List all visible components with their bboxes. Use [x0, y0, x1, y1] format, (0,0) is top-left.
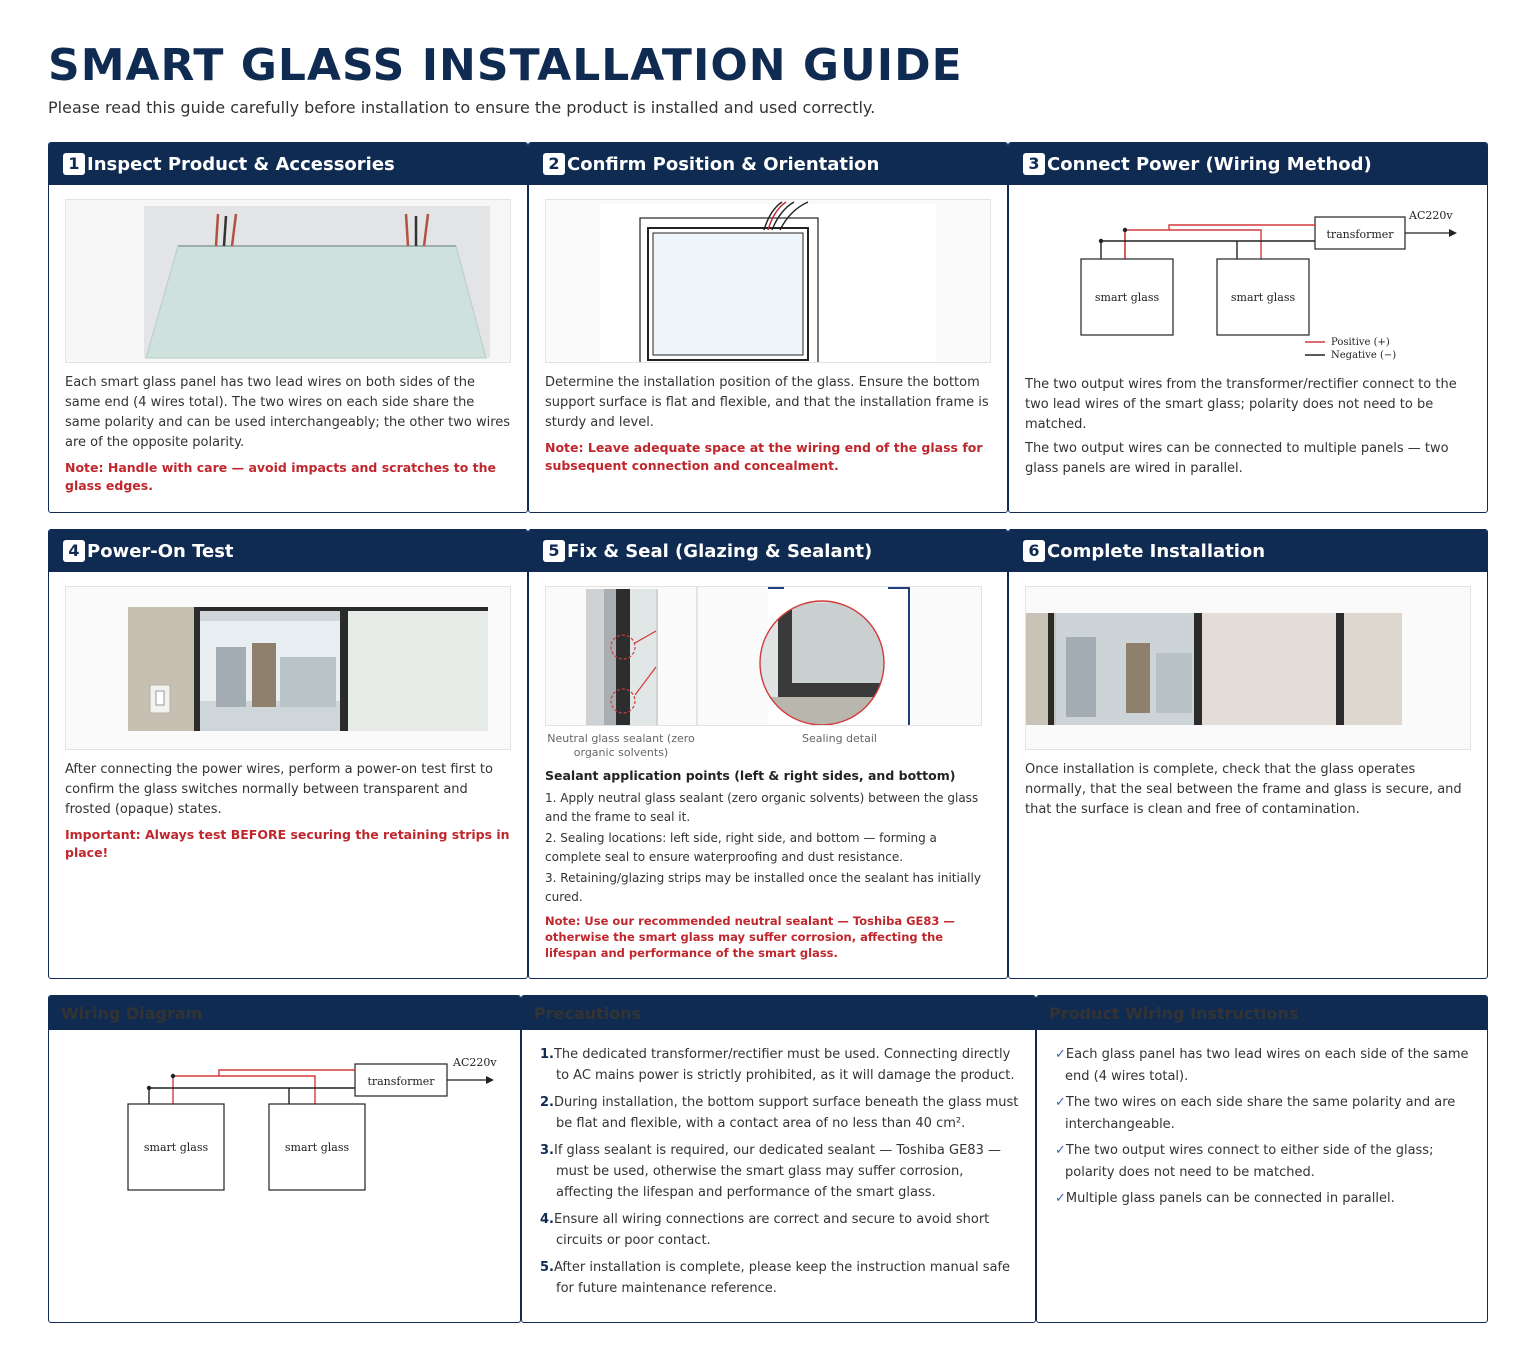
- ac-label: AC220v: [453, 1058, 497, 1069]
- glass-panel-photo: [65, 199, 511, 363]
- wiring-diagram-header: Wiring Diagram: [49, 996, 520, 1030]
- step-header: [529, 143, 1007, 185]
- step-note: Important: Always test BEFORE securing the retaining strips in place!: [65, 827, 510, 860]
- sealing-detail-caption: Sealing detail: [802, 732, 877, 745]
- smart-glass-label: smart glass: [284, 1141, 350, 1154]
- step-text: The two output wires from the transformer/rectifier connect to the two lead wires of the smart glass; polarity does not need to be matched.: [1025, 377, 1457, 432]
- step-header: [49, 530, 527, 572]
- sealant-point: 2. Sealing locations: left side, right side, and bottom — forming a complete seal to ensure waterproofing and dust resistance.: [545, 831, 937, 864]
- ac-label: AC220v: [1409, 209, 1453, 222]
- precaution-item: 3.If glass sealant is required, our dedicated sealant — Toshiba GE83 — must be used, otherwise the smart glass may suffer corrosion, affecting the lifespan and performance of the smart glass.: [540, 1143, 1001, 1200]
- step-card-1: [48, 142, 528, 513]
- wiring-schematic: [1025, 195, 1471, 367]
- step-header: [1009, 143, 1487, 185]
- page-title: SMART GLASS INSTALLATION GUIDE: [48, 40, 963, 91]
- precaution-item: 4.Ensure all wiring connections are correct and secure to avoid short circuits or poor contact.: [540, 1212, 990, 1248]
- step-note: Note: Leave adequate space at the wiring end of the glass for subsequent connection and concealment.: [545, 440, 983, 473]
- step-card-6: [1008, 529, 1488, 979]
- step-card-5: [528, 529, 1008, 979]
- sealant-points-title: Sealant application points (left & right sides, and bottom): [545, 768, 956, 783]
- transformer-label: transformer: [1326, 228, 1394, 241]
- smart-glass-label: smart glass: [1230, 291, 1296, 304]
- step-title: Power-On Test: [87, 540, 234, 562]
- step-card-3: [1008, 142, 1488, 513]
- page-subtitle: Please read this guide carefully before installation to ensure the product is installed and used correctly.: [48, 98, 876, 117]
- wiring-instruction-item: ✓The two wires on each side share the same polarity and are interchangeable.: [1055, 1095, 1456, 1132]
- product-wiring-card: [1036, 995, 1488, 1323]
- wiring-instruction-item: ✓Each glass panel has two lead wires on each side of the same end (4 wires total).: [1055, 1047, 1469, 1084]
- legend-negative: Negative (−): [1331, 350, 1397, 361]
- step-text: After connecting the power wires, perform a power-on test first to confirm the glass switches normally between transparent and frosted (opaque) states.: [65, 762, 493, 817]
- step-number: 2: [543, 153, 565, 175]
- wiring-instruction-item: ✓The two output wires connect to either side of the glass; polarity does not need to be matched.: [1055, 1143, 1434, 1180]
- check-icon: ✓: [1055, 1095, 1066, 1110]
- step-card-2: [528, 142, 1008, 513]
- smart-glass-label: smart glass: [1094, 291, 1160, 304]
- sealing-detail-photo: [697, 586, 982, 726]
- step-header: [49, 143, 527, 185]
- precaution-item: 5.After installation is complete, please keep the instruction manual safe for future maintenance reference.: [540, 1260, 1011, 1296]
- step-title: Complete Installation: [1047, 540, 1266, 562]
- step-number: 4: [63, 540, 85, 562]
- power-on-test-photo: [65, 586, 511, 750]
- step-text: Determine the installation position of the glass. Ensure the bottom support surface is flat and flexible, and that the installation frame is sturdy and level.: [545, 375, 989, 430]
- step-header: [529, 530, 1007, 572]
- check-icon: ✓: [1055, 1143, 1066, 1158]
- precaution-item: 1.The dedicated transformer/rectifier must be used. Connecting directly to AC mains power is strictly prohibited, as it will damage the product.: [540, 1047, 1015, 1083]
- installed-glass-photo: [1025, 586, 1471, 750]
- step-card-4: [48, 529, 528, 979]
- wiring-diagram-card: [48, 995, 521, 1323]
- step-title: Fix & Seal (Glazing & Sealant): [567, 540, 873, 562]
- step-title: Connect Power (Wiring Method): [1047, 153, 1372, 175]
- wiring-diagram: [109, 1058, 509, 1238]
- sealant-caption: Neutral glass sealant (zero organic solvents): [547, 732, 695, 759]
- frame-position-illustration: [545, 199, 991, 363]
- step-text: Once installation is complete, check that the glass operates normally, that the seal between the frame and glass is secure, and that the surface is clean and free of contamination.: [1025, 762, 1462, 817]
- step-number: 6: [1023, 540, 1045, 562]
- precautions-card: [521, 995, 1036, 1323]
- wiring-instruction-item: ✓Multiple glass panels can be connected in parallel.: [1055, 1191, 1395, 1206]
- step-header: [1009, 530, 1487, 572]
- step-title: Inspect Product & Accessories: [87, 153, 395, 175]
- check-icon: ✓: [1055, 1191, 1066, 1206]
- precautions-header: Precautions: [522, 996, 1035, 1030]
- step-number: 1: [63, 153, 85, 175]
- precautions-list: [522, 1030, 1035, 1299]
- product-wiring-list: [1037, 1030, 1487, 1210]
- step-note: Note: Use our recommended neutral sealant — Toshiba GE83 — otherwise the smart glass may suffer corrosion, affecting the lifespan and performance of the smart glass.: [545, 914, 955, 960]
- sealant-point: 3. Retaining/glazing strips may be installed once the sealant has initially cured.: [545, 871, 981, 904]
- product-wiring-header: Product Wiring Instructions: [1037, 996, 1487, 1030]
- step-text-2: The two output wires can be connected to multiple panels — two glass panels are wired in parallel.: [1025, 441, 1449, 476]
- step-text: Each smart glass panel has two lead wires on both sides of the same end (4 wires total). The two wires on each side share the same polarity and can be used interchangeably; the other two wires are of the opposite polarity.: [65, 375, 511, 450]
- step-number: 5: [543, 540, 565, 562]
- precaution-item: 2.During installation, the bottom support surface beneath the glass must be flat and flexible, with a contact area of no less than 40 cm².: [540, 1095, 1019, 1131]
- step-title: Confirm Position & Orientation: [567, 153, 880, 175]
- sealant-photo: [545, 586, 697, 726]
- smart-glass-label: smart glass: [143, 1141, 209, 1154]
- transformer-label: transformer: [367, 1075, 435, 1088]
- step-note: Note: Handle with care — avoid impacts and scratches to the glass edges.: [65, 460, 496, 493]
- step-number: 3: [1023, 153, 1045, 175]
- legend-positive: Positive (+): [1331, 337, 1390, 348]
- check-icon: ✓: [1055, 1047, 1066, 1062]
- sealant-point: 1. Apply neutral glass sealant (zero organic solvents) between the glass and the frame to seal it.: [545, 791, 979, 824]
